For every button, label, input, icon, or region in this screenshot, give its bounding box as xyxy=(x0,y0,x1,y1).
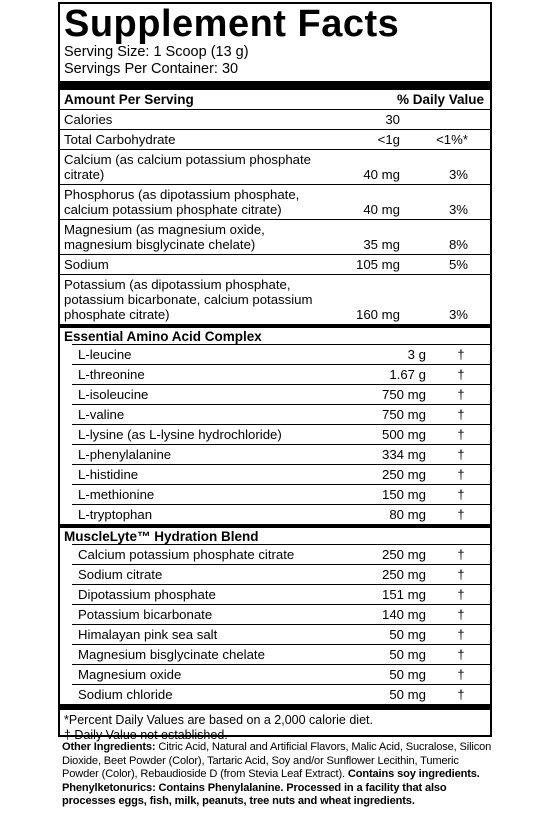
nutrient-amount: 50 mg xyxy=(389,687,426,702)
nutrient-name: Magnesium bisglycinate chelate xyxy=(78,647,265,662)
other-ingredients xyxy=(62,741,494,809)
other-ingredients-text: Citric Acid, Natural and Artificial Flavors, Malic Acid, Sucralose, Silicon Dioxide, Beet Powder (Color), Tartaric Acid, Soy and/or Sunflower Lecithin, Tumeric Powder (Color), Rebaudioside D (from Stevia Leaf Extract). xyxy=(62,741,492,780)
nutrient-amount: 160 mg xyxy=(356,307,400,322)
nutrient-row xyxy=(60,184,490,219)
nutrient-amount: 40 mg xyxy=(363,167,400,182)
nutrient-name: L-lysine (as L-lysine hydrochloride) xyxy=(78,427,282,442)
dv-header: % Daily Value xyxy=(396,92,484,107)
nutrient-name: Calories xyxy=(64,112,113,127)
nutrient-name: L-isoleucine xyxy=(78,387,149,402)
nutrient-name: L-tryptophan xyxy=(78,507,153,522)
nutrient-name: Dipotassium phosphate xyxy=(78,587,216,602)
nutrient-row xyxy=(72,464,490,484)
nutrient-row xyxy=(72,504,490,524)
nutrient-list xyxy=(60,109,490,324)
nutrient-row xyxy=(72,424,490,444)
nutrient-amount: 40 mg xyxy=(363,202,400,217)
allergen-statement: Contains soy ingredients. Phenylketonurics: Contains Phenylalanine. Processed in a facility that also processes eggs, fish, milk, peanuts, tree nuts and wheat ingredients. xyxy=(62,768,480,807)
nutrient-name: L-histidine xyxy=(78,467,139,482)
nutrient-amount: 3 g xyxy=(407,347,426,362)
nutrient-name: Sodium citrate xyxy=(78,567,163,582)
nutrient-row xyxy=(72,384,490,404)
nutrient-name: L-leucine xyxy=(78,347,132,362)
nutrient-name: Calcium (as calcium potassium phosphate citrate) xyxy=(64,152,312,182)
nutrient-row xyxy=(72,404,490,424)
nutrient-amount: 50 mg xyxy=(389,667,426,682)
nutrient-amount: 250 mg xyxy=(382,547,426,562)
nutrient-name: L-threonine xyxy=(78,367,145,382)
nutrient-daily-value: † xyxy=(457,687,465,702)
nutrient-amount: 30 xyxy=(385,112,400,127)
nutrient-row xyxy=(60,274,490,324)
nutrient-amount: 50 mg xyxy=(389,627,426,642)
nutrient-daily-value: † xyxy=(457,587,465,602)
nutrient-name: Sodium chloride xyxy=(78,687,173,702)
hydration-title: MuscleLyte™ Hydration Blend xyxy=(64,529,259,544)
nutrient-row xyxy=(72,544,490,564)
eaa-list xyxy=(72,344,490,524)
nutrient-row xyxy=(72,344,490,364)
nutrient-amount: 150 mg xyxy=(382,487,426,502)
hydration-list xyxy=(72,544,490,704)
column-header xyxy=(60,90,490,109)
nutrient-daily-value: † xyxy=(457,647,465,662)
nutrient-name: Potassium (as dipotassium phosphate, potassium bicarbonate, calcium potassium phosphate citrate) xyxy=(64,277,313,322)
nutrient-amount: 35 mg xyxy=(363,237,400,252)
nutrient-daily-value: † xyxy=(457,667,465,682)
nutrient-name: Calcium potassium phosphate citrate xyxy=(78,547,295,562)
footnote-dv: *Percent Daily Values are based on a 2,000 calorie diet. xyxy=(64,713,373,727)
nutrient-row xyxy=(72,584,490,604)
nutrient-daily-value: † xyxy=(457,387,465,402)
nutrient-daily-value: 5% xyxy=(448,257,468,272)
nutrient-daily-value: † xyxy=(457,407,465,422)
supplement-facts-panel xyxy=(58,2,492,742)
nutrient-row xyxy=(60,109,490,129)
nutrient-row xyxy=(72,604,490,624)
nutrient-amount: 334 mg xyxy=(382,447,426,462)
eaa-title: Essential Amino Acid Complex xyxy=(64,329,262,344)
nutrient-amount: 250 mg xyxy=(382,567,426,582)
nutrient-name: Magnesium oxide xyxy=(78,667,182,682)
nutrient-daily-value: 3% xyxy=(448,307,468,322)
nutrient-daily-value: <1%* xyxy=(436,132,468,147)
nutrient-name: Sodium xyxy=(64,257,109,272)
nutrient-amount: 50 mg xyxy=(389,647,426,662)
nutrient-row xyxy=(72,684,490,704)
nutrient-row xyxy=(72,664,490,684)
nutrient-name: Potassium bicarbonate xyxy=(78,607,213,622)
nutrient-name: Himalayan pink sea salt xyxy=(78,627,218,642)
nutrient-daily-value: † xyxy=(457,467,465,482)
nutrient-name: L-phenylalanine xyxy=(78,447,172,462)
nutrient-daily-value: † xyxy=(457,507,465,522)
other-ingredients-label: Other Ingredients: xyxy=(62,741,156,753)
nutrient-daily-value: † xyxy=(457,607,465,622)
nutrient-name: Phosphorus (as dipotassium phosphate, calcium potassium phosphate citrate) xyxy=(64,187,300,217)
nutrient-row xyxy=(72,444,490,464)
nutrient-daily-value: 3% xyxy=(448,202,468,217)
nutrient-name: L-methionine xyxy=(78,487,155,502)
nutrient-row xyxy=(72,644,490,664)
nutrient-name: Magnesium (as magnesium oxide, magnesium bisglycinate chelate) xyxy=(64,222,265,252)
nutrient-daily-value: † xyxy=(457,347,465,362)
nutrient-row xyxy=(60,149,490,184)
nutrient-row xyxy=(60,129,490,149)
nutrient-daily-value: † xyxy=(457,627,465,642)
nutrient-amount: 140 mg xyxy=(382,607,426,622)
nutrient-daily-value: † xyxy=(457,547,465,562)
nutrient-daily-value: † xyxy=(457,367,465,382)
amount-header: Amount Per Serving xyxy=(64,92,194,107)
nutrient-row xyxy=(60,254,490,274)
nutrient-amount: 1.67 g xyxy=(389,367,426,382)
nutrient-amount: 750 mg xyxy=(382,387,426,402)
nutrient-amount: 750 mg xyxy=(382,407,426,422)
panel-title: Supplement Facts xyxy=(64,3,400,45)
nutrient-name: Total Carbohydrate xyxy=(64,132,176,147)
footnote-dagger: † Daily Value not established. xyxy=(64,728,228,742)
nutrient-daily-value: † xyxy=(457,447,465,462)
nutrient-daily-value: 3% xyxy=(448,167,468,182)
servings-per-container: Servings Per Container: 30 xyxy=(64,61,239,77)
nutrient-amount: 500 mg xyxy=(382,427,426,442)
nutrient-amount: 80 mg xyxy=(389,507,426,522)
serving-size: Serving Size: 1 Scoop (13 g) xyxy=(64,44,249,60)
nutrient-row xyxy=(60,219,490,254)
nutrient-amount: 250 mg xyxy=(382,467,426,482)
nutrient-amount: 105 mg xyxy=(356,257,400,272)
nutrient-daily-value: † xyxy=(457,567,465,582)
thick-divider xyxy=(60,81,490,90)
nutrient-daily-value: † xyxy=(457,487,465,502)
nutrient-row xyxy=(72,484,490,504)
nutrient-daily-value: † xyxy=(457,427,465,442)
nutrient-amount: <1g xyxy=(377,132,400,147)
nutrient-amount: 151 mg xyxy=(382,587,426,602)
nutrient-name: L-valine xyxy=(78,407,125,422)
nutrient-row xyxy=(72,564,490,584)
nutrient-row xyxy=(72,364,490,384)
nutrient-row xyxy=(72,624,490,644)
nutrient-daily-value: 8% xyxy=(448,237,468,252)
